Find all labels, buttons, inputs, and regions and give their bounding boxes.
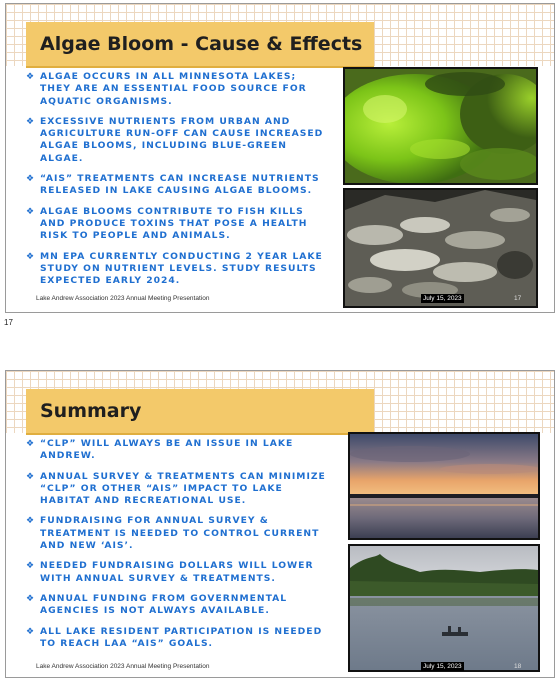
bullet-item: ❖ FUNDRAISING FOR ANNUAL SURVEY & TREATMENT IS NEEDED TO CONTROL CURRENT AND NEW ‘AIS’. xyxy=(26,515,320,552)
bullet-item: ❖ ALGAE BLOOMS CONTRIBUTE TO FISH KILLS AND PRODUCE TOXINS THAT POSE A HEALTH RISK TO PEOPLE AND ANIMALS. xyxy=(26,205,308,242)
diamond-bullet-icon: ❖ xyxy=(26,439,36,449)
bullet-item: ❖ “CLP” WILL ALWAYS BE AN ISSUE IN LAKE ANDREW. xyxy=(26,438,294,462)
bullet-list xyxy=(26,438,331,658)
sunset-lake-photo xyxy=(348,432,540,540)
bullet-item: ❖ ANNUAL FUNDING FROM GOVERNMENTAL AGENCIES IS NOT ALWAYS AVAILABLE. xyxy=(26,592,288,617)
title-bar xyxy=(26,389,374,435)
bullet-list xyxy=(26,71,326,295)
slide-footer: Lake Andrew Association 2023 Annual Meeting Presentation xyxy=(36,295,210,302)
diamond-bullet-icon: ❖ xyxy=(26,72,36,82)
diamond-bullet-icon: ❖ xyxy=(26,561,36,572)
lake-bottom-photo xyxy=(343,188,538,308)
slide-title: Summary xyxy=(40,400,142,422)
diamond-bullet-icon: ❖ xyxy=(26,626,36,637)
bullet-item: ❖ ANNUAL SURVEY & TREATMENTS CAN MINIMIZE “CLP” OR OTHER “AIS” IMPACT TO LAKE HABITAT AND RECREATIONAL USE. xyxy=(26,470,326,507)
bullet-item: ❖ ALL LAKE RESIDENT PARTICIPATION IS NEEDED TO REACH LAA “AIS” GOALS. xyxy=(26,625,323,649)
diamond-bullet-icon: ❖ xyxy=(26,206,36,217)
bullet-item: ❖ NEEDED FUNDRAISING DOLLARS WILL LOWER WITH ANNUAL SURVEY & TREATMENTS. xyxy=(26,560,314,584)
bullet-item: ❖ “AIS” TREATMENTS CAN INCREASE NUTRIENTS RELEASED IN LAKE CAUSING ALGAE BLOOMS. xyxy=(26,173,320,197)
slide-page-number: 18 xyxy=(514,663,522,670)
slide-footer: Lake Andrew Association 2023 Annual Meeting Presentation xyxy=(36,663,210,670)
diamond-bullet-icon: ❖ xyxy=(26,174,36,185)
diamond-bullet-icon: ❖ xyxy=(26,251,36,262)
diamond-bullet-icon: ❖ xyxy=(26,593,36,604)
slide-date: July 15, 2023 xyxy=(423,295,462,302)
diamond-bullet-icon: ❖ xyxy=(26,516,36,527)
slide-title: Algae Bloom - Cause & Effects xyxy=(40,33,363,55)
slide-17 xyxy=(5,3,555,313)
diamond-bullet-icon: ❖ xyxy=(26,116,36,127)
lake-boat-photo xyxy=(348,544,540,672)
bullet-item: ❖ MN EPA CURRENTLY CONDUCTING 2 YEAR LAKE STUDY ON NUTRIENT LEVELS. STUDY RESULTS EXPECTED EARLY 2024. xyxy=(26,250,323,287)
bullet-item: ❖ EXCESSIVE NUTRIENTS FROM URBAN AND AGRICULTURE RUN-OFF CAN CAUSE INCREASED ALGAE BLOOMS, INCLUDING BLUE-GREEN ALGAE. xyxy=(26,115,324,164)
diamond-bullet-icon: ❖ xyxy=(26,471,36,482)
algae-photo xyxy=(343,67,538,185)
slide-page-number: 17 xyxy=(514,295,522,302)
title-bar xyxy=(26,22,374,68)
slide-date: July 15, 2023 xyxy=(423,663,462,670)
slide-18 xyxy=(5,370,555,678)
bullet-item: ❖ ALGAE OCCURS IN ALL MINNESOTA LAKES; THEY ARE AN ESSENTIAL FOOD SOURCE FOR AQUATIC ORGANISMS. xyxy=(26,71,307,107)
slide-index-label: 17 xyxy=(4,318,13,327)
